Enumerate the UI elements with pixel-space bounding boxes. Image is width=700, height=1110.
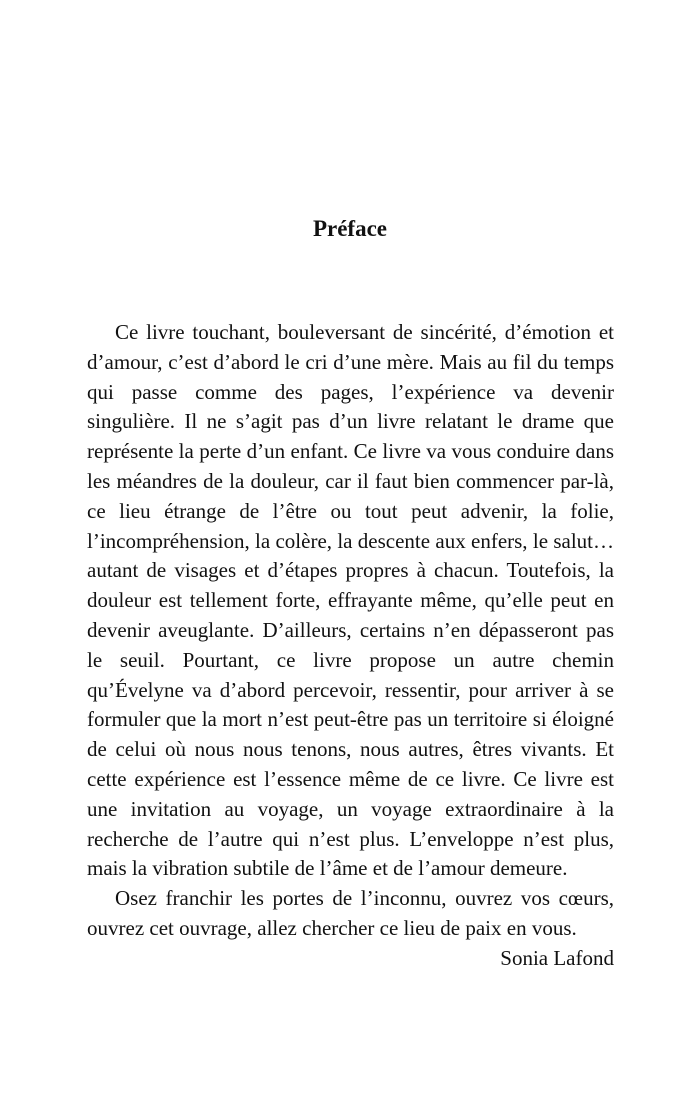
author-signature: Sonia Lafond — [500, 945, 614, 970]
paragraph-2: Osez franchir les portes de l’inconnu, ouvrez vos cœurs, ouvrez cet ouvrage, allez chercher ce lieu de paix en vous. — [87, 886, 614, 940]
page-title: Préface — [312, 216, 388, 241]
preface-body — [87, 318, 614, 974]
paragraph-1: Ce livre touchant, bouleversant de sincérité, d’émotion et d’amour, c’est d’abord le cri d’une mère. Mais au fil du temps qui passe comme des pages, l’expérience va devenir singulière. Il ne s’agit pas d’un livre relatant le drame que représente la perte d’un enfant. Ce livre va vous conduire dans les méandres de la douleur, car il faut bien commencer par-là, ce lieu étrange de l’être ou tout peut advenir, la folie, l’incompréhension, la colère, la descente aux enfers, le salut… autant de visages et d’étapes propres à chacun. Toutefois, la douleur est tellement forte, effrayante même, qu’elle peut en devenir aveuglante. D’ailleurs, certains n’en dépasseront pas le seuil. Pourtant, ce livre propose un autre chemin qu’Évelyne va d’abord percevoir, ressentir, pour arriver à se formuler que la mort n’est peut-être pas un territoire si éloigné de celui où nous nous tenons, nous autres, êtres vivants. Et cette expérience est l’essence même de ce livre. Ce livre est une invitation au voyage, un voyage extraordinaire à la recherche de l’autre qui n’est plus. L’enveloppe n’est plus, mais la vibration subtile de l’âme et de l’amour demeure. — [87, 320, 614, 881]
